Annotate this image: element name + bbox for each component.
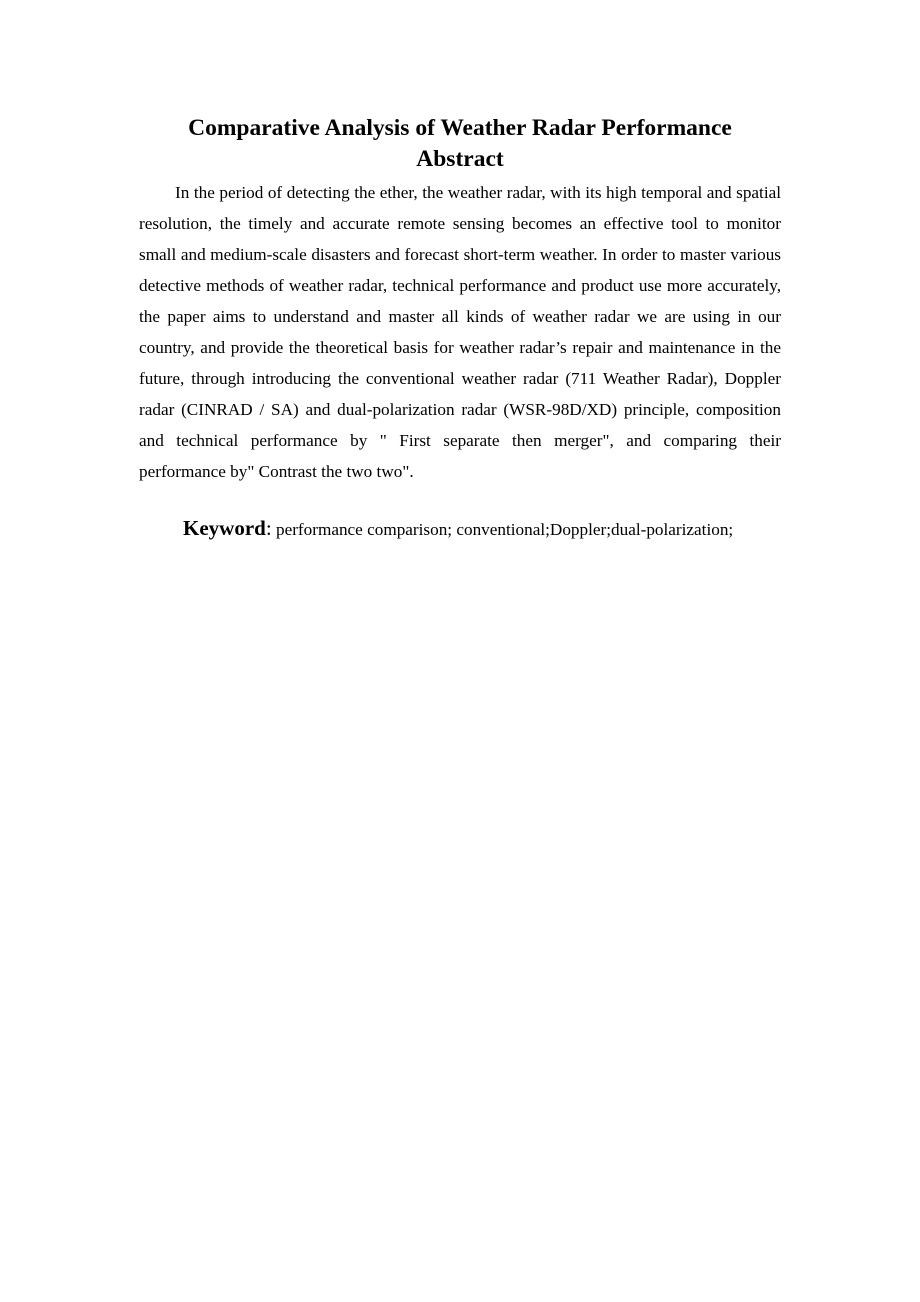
abstract-paragraph: In the period of detecting the ether, the weather radar, with its high temporal and spatial resolution, the timely and accurate remote sensing becomes an effective tool to monitor small and medium-scale disasters and forecast short-term weather. In order to master various detective methods of weather radar, technical performance and product use more accurately, the paper aims to understand and master all kinds of weather radar we are using in our country, and provide the theoretical basis for weather radar’s repair and maintenance in the future, through introducing the conventional weather radar (711 Weather Radar), Doppler radar (CINRAD / SA) and dual-polarization radar (WSR-98D/XD) principle, composition and technical performance by " First separate then merger", and comparing their performance by" Contrast the two two". — [139, 183, 781, 481]
keywords-separator: : — [265, 516, 272, 540]
keywords-text: performance comparison; conventional;Doppler;dual-polarization; — [271, 520, 734, 539]
abstract-heading: Abstract — [416, 146, 504, 172]
keywords-line — [183, 516, 823, 541]
keywords-label: Keyword — [183, 516, 266, 540]
paper-title: Comparative Analysis of Weather Radar Performance — [188, 115, 732, 141]
